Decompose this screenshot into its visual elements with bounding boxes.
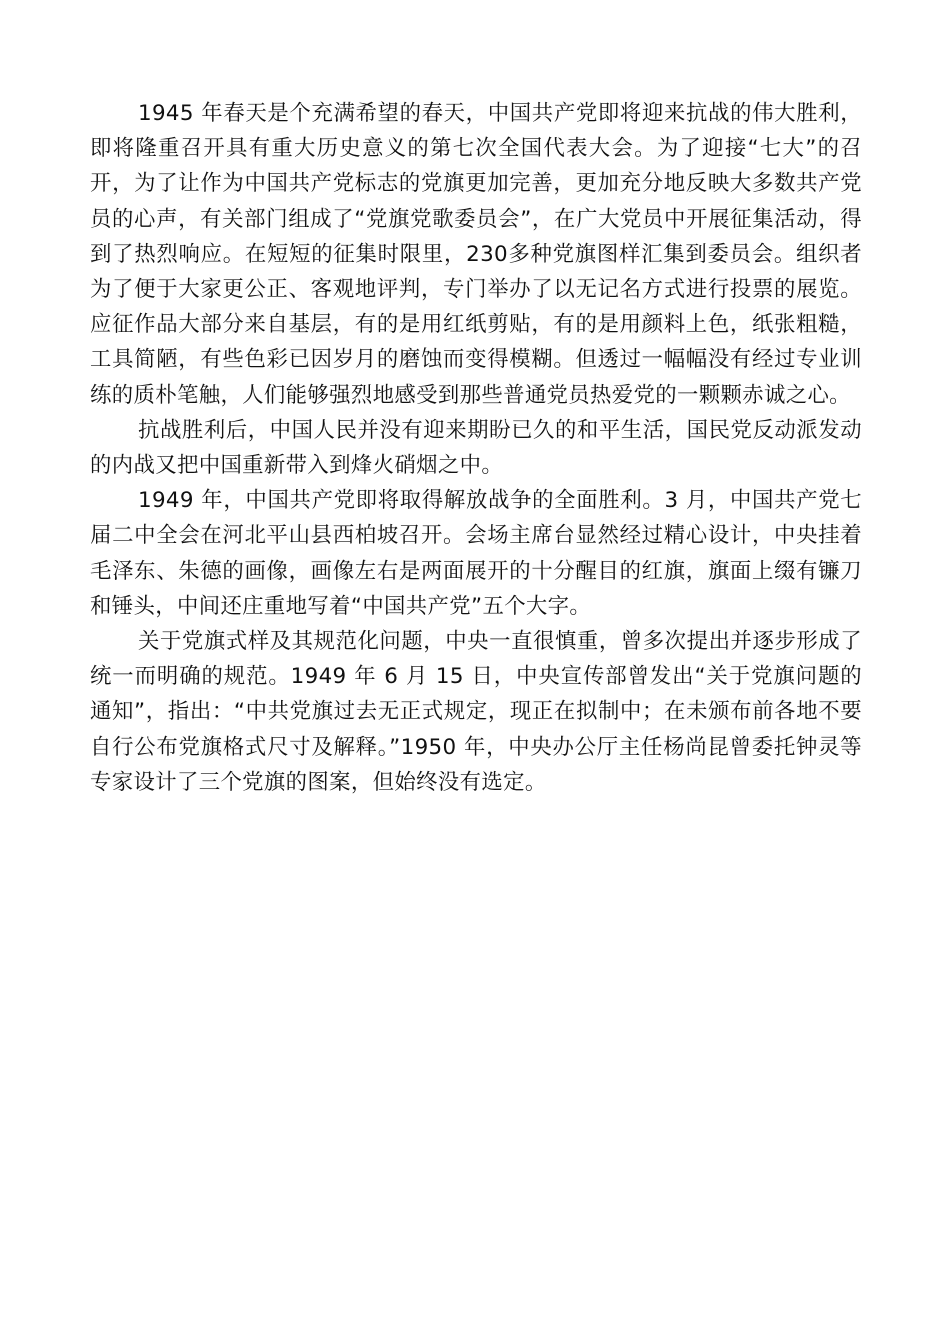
document-body [90, 96, 862, 800]
paragraph-1: 1945 年春天是个充满希望的春天，中国共产党即将迎来抗战的伟大胜利，即将隆重召开具有重大历史意义的第七次全国代表大会。为了迎接“七大”的召开，为了让作为中国共产党标志的党旗更加完善，更加充分地反映大多数共产党员的心声，有关部门组成了“党旗党歌委员会”，在广大党员中开展征集活动，得到了热烈响应。在短短的征集时限里，230多种党旗图样汇集到委员会。组织者为了便于大家更公正、客观地评判，专门举办了以无记名方式进行投票的展览。应征作品大部分来自基层，有的是用红纸剪贴，有的是用颜料上色，纸张粗糙，工具简陋，有些色彩已因岁月的磨蚀而变得模糊。但透过一幅幅没有经过专业训练的质朴笔触，人们能够强烈地感受到那些普通党员热爱党的一颗颗赤诚之心。 [90, 101, 862, 408]
paragraph-4: 关于党旗式样及其规范化问题，中央一直很慎重，曾多次提出并逐步形成了统一而明确的规范。1949 年 6 月 15 日，中央宣传部曾发出“关于党旗问题的通知”，指出：“中共党旗过去无正式规定，现正在拟制中；在未颁布前各地不要自行公布党旗格式尺寸及解释。”1950 年，中央办公厅主任杨尚昆曾委托钟灵等专家设计了三个党旗的图案，但始终没有选定。 [90, 629, 862, 795]
paragraph-2: 抗战胜利后，中国人民并没有迎来期盼已久的和平生活，国民党反动派发动的内战又把中国重新带入到烽火硝烟之中。 [90, 417, 862, 479]
paragraph-3: 1949 年，中国共产党即将取得解放战争的全面胜利。3 月，中国共产党七届二中全会在河北平山县西柏坡召开。会场主席台显然经过精心设计，中央挂着毛泽东、朱德的画像，画像左右是两面展开的十分醒目的红旗，旗面上缀有镰刀和锤头，中间还庄重地写着“中国共产党”五个大字。 [90, 488, 862, 619]
